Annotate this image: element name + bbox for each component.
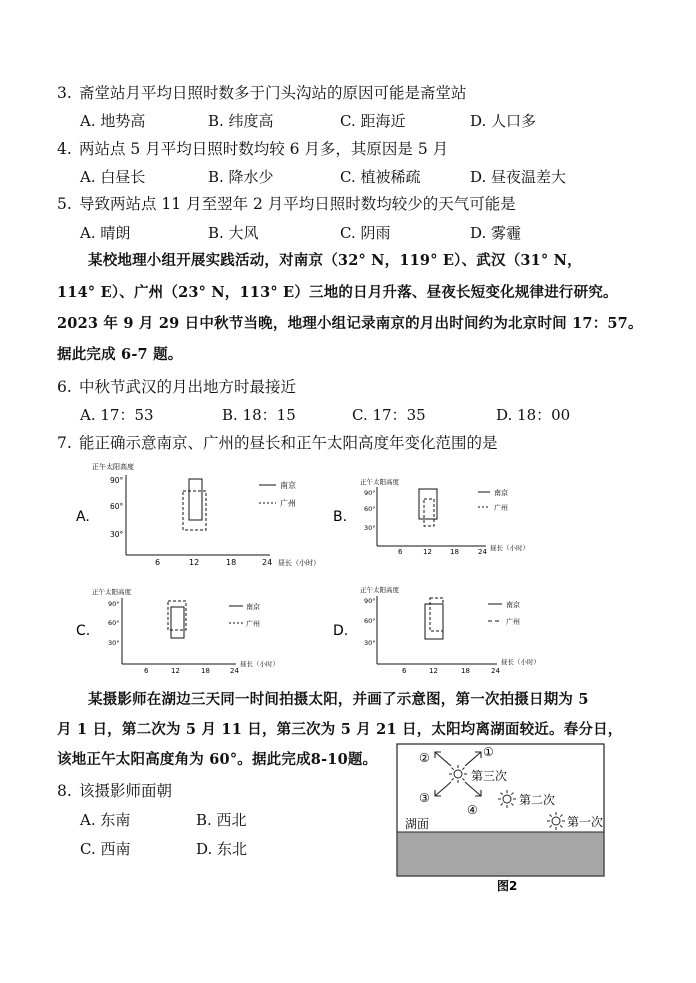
chart-letter: A. (76, 509, 90, 525)
option-d: D. 18：00 (496, 406, 571, 424)
x-tick: 18 (201, 667, 210, 675)
nanjing-range (425, 604, 443, 639)
question-number: 3. (57, 84, 72, 102)
x-tick: 6 (144, 667, 149, 675)
legend-guangzhou: 广州 (280, 499, 296, 508)
question-number: 4. (57, 140, 72, 158)
option-d: D. 雾霾 (470, 224, 522, 242)
y-tick: 60° (364, 505, 376, 513)
question-number: 5. (57, 195, 72, 213)
y-tick: 30° (364, 524, 376, 532)
passage-line: 据此完成 6-7 题。 (57, 346, 183, 363)
passage-line: 114° E）、广州（23° N，113° E）三地的日月升落、昼夜长短变化规律进行研究。 (57, 284, 618, 301)
option-a: A. 地势高 (80, 112, 146, 130)
x-axis-label: 昼长（小时） (501, 658, 540, 666)
passage-line: 月 1 日，第二次为 5 月 11 日，第三次为 5 月 21 日，太阳均离湖面较近。春分日， (57, 721, 623, 738)
x-axis-label: 昼长（小时） (240, 660, 279, 668)
option-b: B. 大风 (208, 224, 259, 242)
option-a: A. 17：53 (80, 406, 154, 424)
legend-guangzhou: 广州 (246, 620, 260, 628)
passage-line: 某校地理小组开展实践活动，对南京（32° N，119° E）、武汉（31° N， (88, 252, 582, 269)
x-tick: 24 (230, 667, 239, 675)
x-axis-label: 昼长（小时） (278, 559, 320, 567)
y-axis-label: 正午太阳高度 (92, 588, 131, 596)
figure-caption: 图2 (497, 879, 518, 893)
question-number: 8. (57, 782, 72, 800)
question-4 (57, 139, 448, 159)
second-label: 第二次 (519, 793, 556, 807)
y-tick: 90° (364, 597, 376, 605)
passage-line: 某摄影师在湖边三天同一时间拍摄太阳，并画了示意图，第一次拍摄日期为 5 (88, 691, 589, 708)
x-tick: 12 (429, 667, 438, 675)
option-c: C. 距海近 (340, 112, 406, 130)
option-b: B. 西北 (196, 811, 247, 829)
third-label: 第三次 (471, 769, 508, 783)
option-b: B. 降水少 (208, 168, 274, 186)
option-c: C. 阴雨 (340, 224, 391, 242)
nanjing-range (189, 479, 202, 520)
nanjing-range (171, 607, 184, 638)
y-axis-label: 正午太阳高度 (360, 586, 399, 594)
question-3 (57, 83, 467, 103)
question-stem: 两站点 5 月平均日照时数均较 6 月多，其原因是 5 月 (79, 140, 449, 158)
x-tick: 6 (402, 667, 407, 675)
arrow-1: ① (483, 745, 494, 759)
chart-letter: B. (333, 509, 348, 525)
y-tick: 90° (364, 489, 376, 497)
chart-b (333, 477, 529, 556)
question-5 (57, 194, 516, 214)
y-tick: 90° (110, 476, 124, 485)
chart-c (76, 587, 279, 675)
question-number: 6. (57, 378, 72, 396)
option-a: A. 东南 (80, 811, 131, 829)
x-tick: 24 (491, 667, 500, 675)
guangzhou-range (424, 499, 434, 526)
x-tick: 12 (423, 548, 432, 556)
legend-nanjing: 南京 (494, 489, 508, 497)
x-tick: 18 (461, 667, 470, 675)
option-d: D. 东北 (196, 840, 248, 858)
chart-d (333, 585, 540, 675)
lake-area (397, 832, 604, 876)
x-tick: 6 (398, 548, 403, 556)
lake-label: 湖面 (405, 817, 430, 831)
question-8 (57, 781, 172, 801)
question-stem: 斋堂站月平均日照时数多于门头沟站的原因可能是斋堂站 (79, 84, 467, 102)
y-tick: 60° (110, 502, 124, 511)
legend-nanjing: 南京 (506, 601, 520, 609)
arrow-2: ② (419, 751, 430, 765)
x-tick: 12 (171, 667, 180, 675)
legend-nanjing: 南京 (246, 603, 260, 611)
question-6 (57, 377, 296, 397)
x-tick: 24 (478, 548, 487, 556)
y-axis-label: 正午太阳高度 (92, 463, 134, 471)
y-tick: 30° (108, 639, 120, 647)
x-tick: 12 (189, 558, 200, 567)
chart-a (76, 462, 320, 567)
option-b: B. 18：15 (222, 406, 296, 424)
option-a: A. 晴朗 (80, 224, 131, 242)
y-tick: 90° (108, 600, 120, 608)
y-axis-label: 正午太阳高度 (360, 478, 399, 486)
y-tick: 30° (364, 639, 376, 647)
passage-line: 该地正午太阳高度角为 60°。据此完成8-10题。 (57, 751, 378, 768)
x-axis-label: 昼长（小时） (490, 544, 529, 552)
question-stem: 中秋节武汉的月出地方时最接近 (79, 378, 297, 396)
chart-letter: C. (76, 623, 91, 639)
q7-charts (0, 455, 696, 685)
legend-guangzhou: 广州 (506, 618, 520, 626)
option-c: C. 西南 (80, 840, 131, 858)
figure-2 (395, 742, 615, 897)
x-tick: 6 (155, 558, 161, 567)
y-tick: 30° (110, 530, 124, 539)
x-tick: 18 (450, 548, 459, 556)
question-7 (57, 433, 498, 453)
x-tick: 24 (262, 558, 273, 567)
option-c: C. 植被稀疏 (340, 168, 421, 186)
y-tick: 60° (364, 617, 376, 625)
guangzhou-range (183, 491, 206, 530)
legend-guangzhou: 广州 (494, 504, 508, 512)
question-stem: 能正确示意南京、广州的昼长和正午太阳高度年变化范围的是 (79, 434, 498, 452)
first-label: 第一次 (567, 815, 604, 829)
question-stem: 该摄影师面朝 (79, 782, 173, 800)
guangzhou-range (430, 598, 443, 631)
arrow-4: ④ (467, 803, 478, 817)
option-a: A. 白昼长 (80, 168, 146, 186)
chart-letter: D. (333, 623, 349, 639)
option-b: B. 纬度高 (208, 112, 274, 130)
question-number: 7. (57, 434, 72, 452)
arrow-3: ③ (419, 791, 430, 805)
x-tick: 18 (226, 558, 237, 567)
option-d: D. 人口多 (470, 112, 537, 130)
y-tick: 60° (108, 619, 120, 627)
option-d: D. 昼夜温差大 (470, 168, 567, 186)
option-c: C. 17：35 (352, 406, 426, 424)
legend-nanjing: 南京 (280, 481, 296, 490)
question-stem: 导致两站点 11 月至翌年 2 月平均日照时数均较少的天气可能是 (79, 195, 516, 213)
passage-line: 2023 年 9 月 29 日中秋节当晚，地理小组记录南京的月出时间约为北京时间 17：57。 (57, 315, 643, 332)
